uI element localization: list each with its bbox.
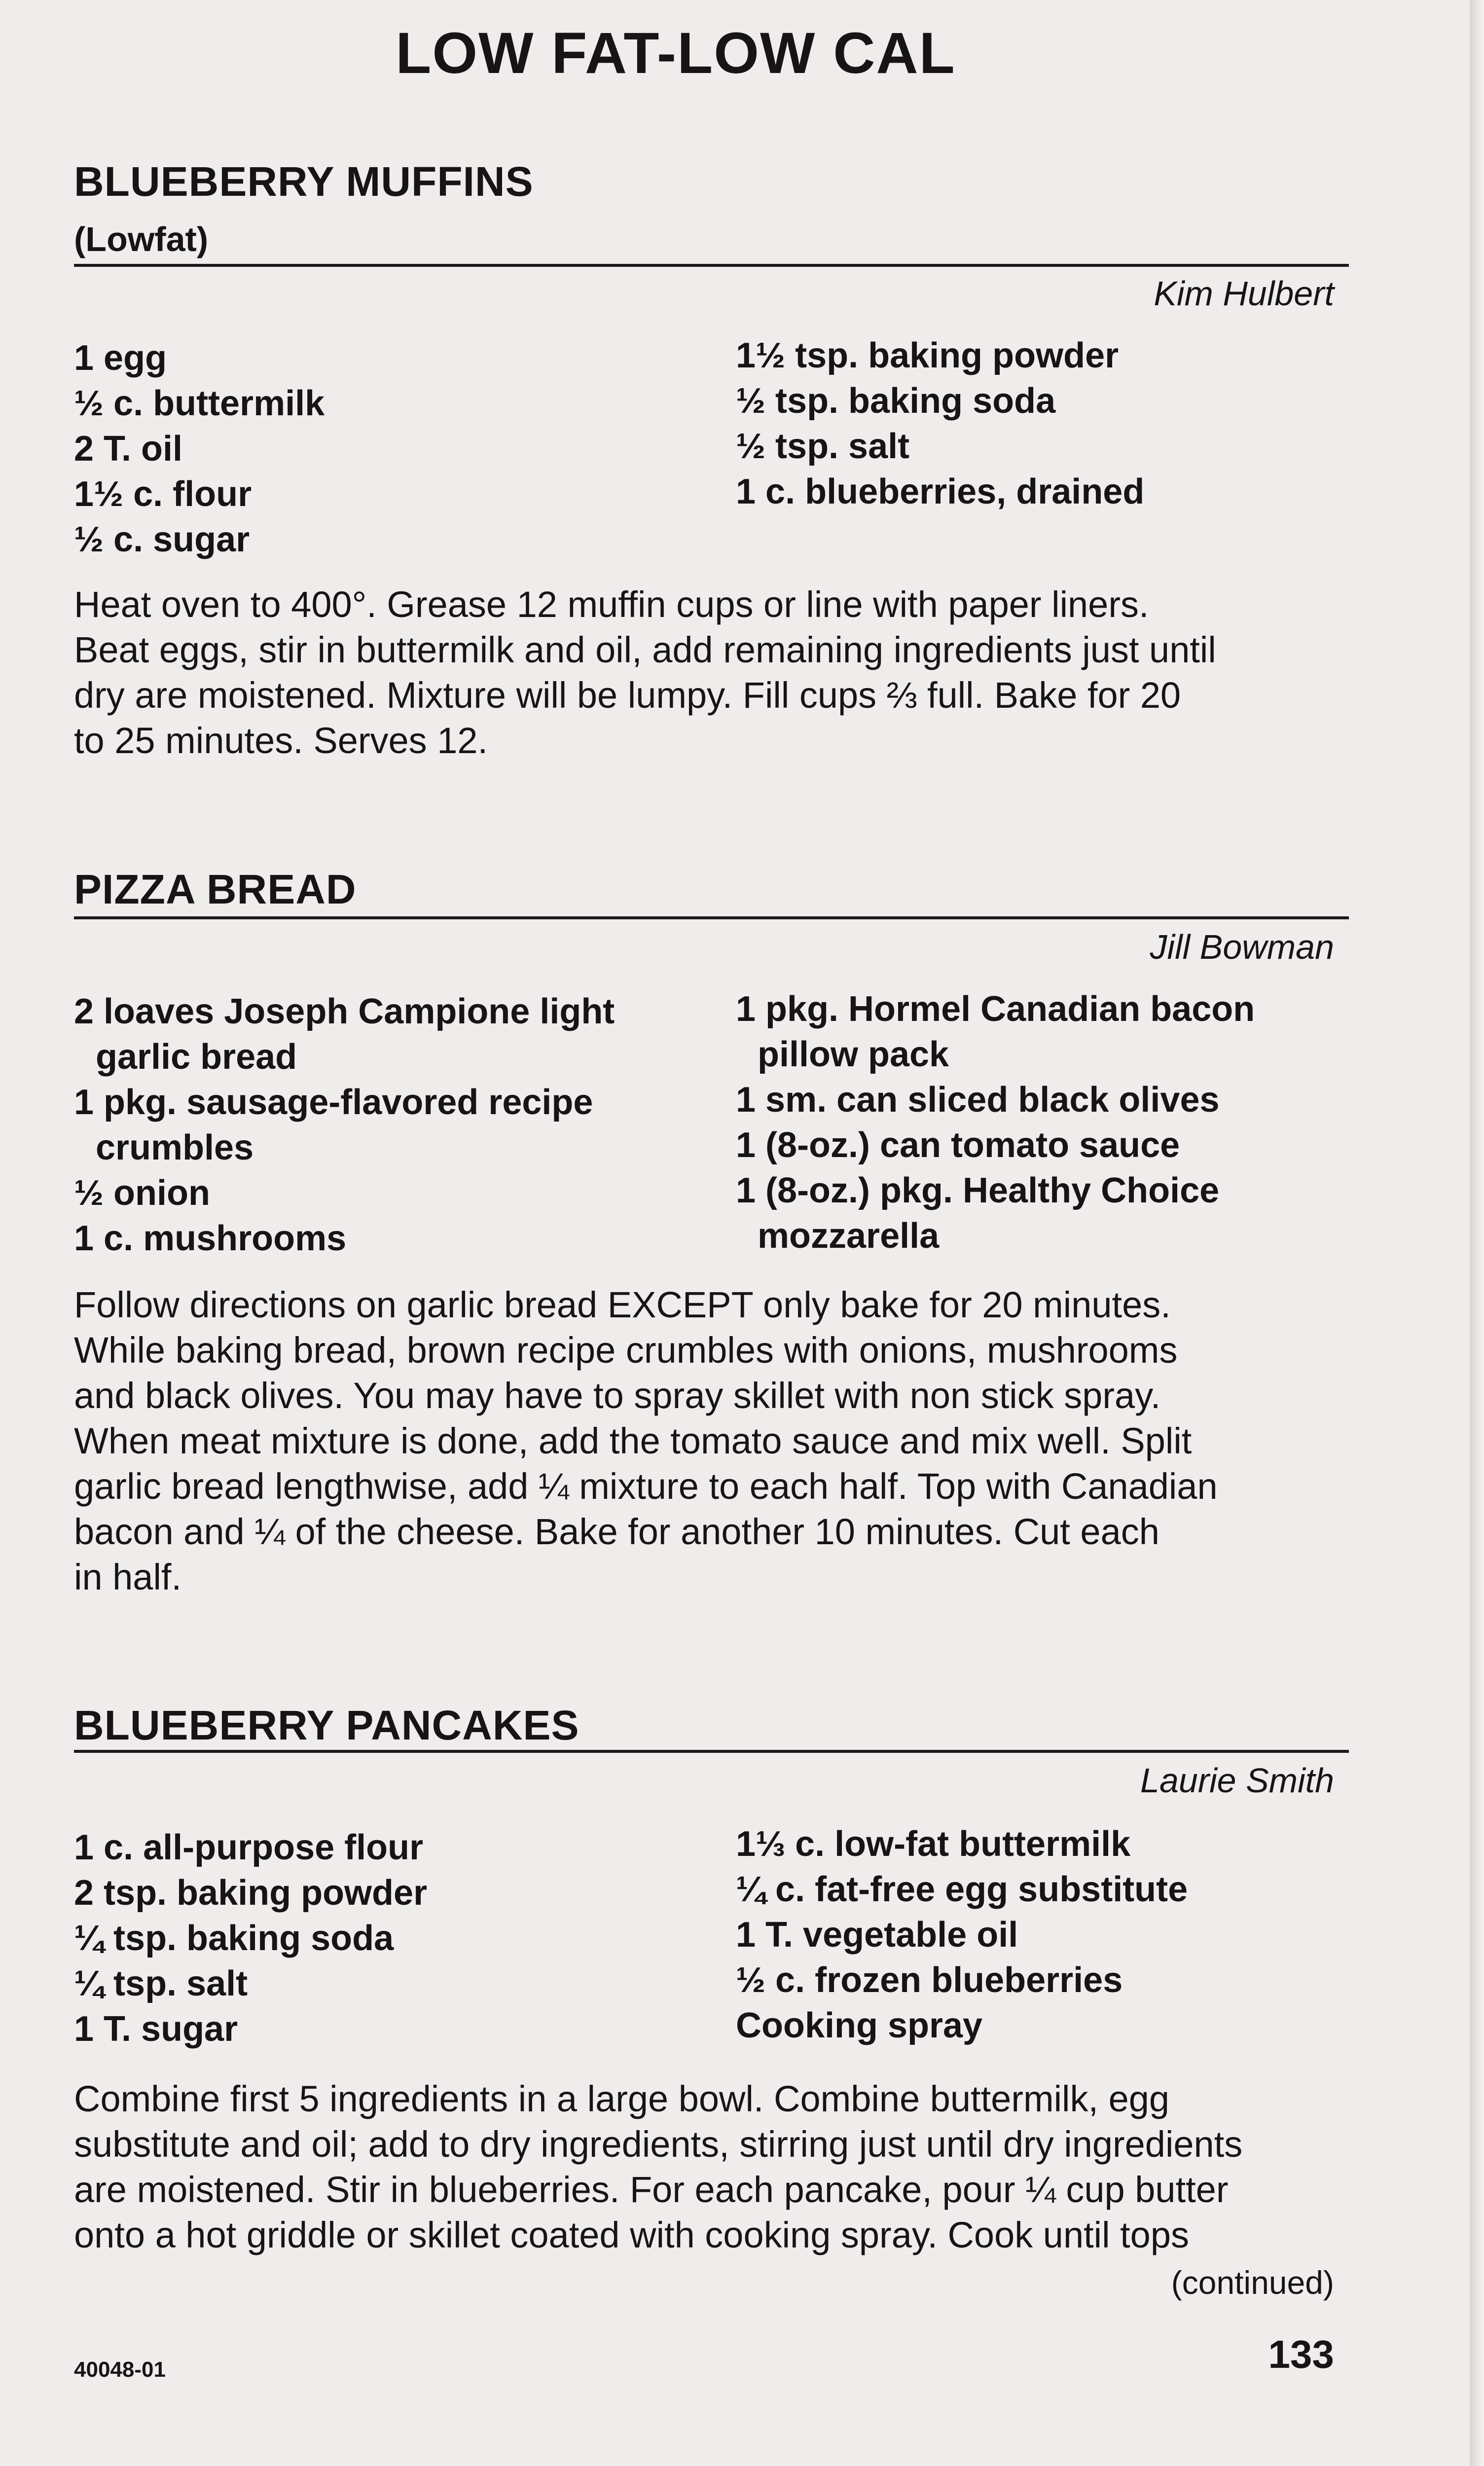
ingredients-left	[74, 1825, 427, 2052]
ingredient: ½ onion	[74, 1173, 210, 1213]
ingredient: 2 T. oil	[74, 429, 183, 469]
direction-line: are moistened. Stir in blueberries. For each pancake, pour ¼ cup butter	[74, 2169, 1229, 2210]
ingredient: ½ tsp. salt	[736, 427, 910, 466]
recipe-title-blueberry-pancakes: BLUEBERRY PANCAKES	[74, 1702, 579, 1748]
direction-line: When meat mixture is done, add the tomato sauce and mix well. Split	[74, 1420, 1192, 1461]
ingredients-right	[736, 1821, 1188, 2048]
ingredient: 1 T. sugar	[74, 2009, 238, 2049]
ingredient: 1 T. vegetable oil	[736, 1915, 1018, 1955]
ingredient: 1 (8-oz.) can tomato sauce	[736, 1125, 1180, 1165]
direction-line: and black olives. You may have to spray skillet with non stick spray.	[74, 1375, 1161, 1416]
ingredient: 1 pkg. sausage-flavored recipe	[74, 1083, 593, 1122]
recipe-author: Laurie Smith	[1140, 1761, 1334, 1800]
ingredient: 1⅓ c. low-fat buttermilk	[736, 1824, 1131, 1864]
ingredient: ½ c. frozen blueberries	[736, 1960, 1123, 2000]
ingredients-left	[74, 989, 615, 1261]
ingredient: 1 c. mushrooms	[74, 1219, 347, 1258]
recipe-directions	[74, 1282, 1349, 1600]
ingredient-continued: crumbles	[96, 1128, 254, 1167]
ingredient: 2 tsp. baking powder	[74, 1873, 428, 1913]
ingredient: 1 sm. can sliced black olives	[736, 1080, 1220, 1120]
ingredient: 2 loaves Joseph Campione light	[74, 992, 615, 1031]
direction-line: substitute and oil; add to dry ingredients, stirring just until dry ingredients	[74, 2124, 1243, 2165]
ingredients-right	[736, 986, 1255, 1259]
recipe-author: Kim Hulbert	[1154, 274, 1334, 313]
ingredient: Cooking spray	[736, 2006, 983, 2045]
ingredient-continued: garlic bread	[96, 1037, 297, 1077]
ingredient-continued: pillow pack	[758, 1035, 949, 1074]
ingredient: 1 c. blueberries, drained	[736, 472, 1145, 511]
ingredient: 1 c. all-purpose flour	[74, 1828, 424, 1867]
ingredient: ½ tsp. baking soda	[736, 381, 1056, 421]
ingredient: ¼ tsp. salt	[74, 1964, 248, 2003]
ingredient: 1 pkg. Hormel Canadian bacon	[736, 989, 1255, 1029]
ingredients-right	[736, 333, 1144, 514]
direction-line: bacon and ¼ of the cheese. Bake for another 10 minutes. Cut each	[74, 1511, 1159, 1552]
recipe-title-pizza-bread: PIZZA BREAD	[74, 866, 357, 912]
recipe-divider	[74, 264, 1349, 267]
direction-line: onto a hot griddle or skillet coated with cooking spray. Cook until tops	[74, 2214, 1189, 2255]
page-code: 40048-01	[74, 2357, 166, 2382]
direction-line: Combine first 5 ingredients in a large bowl. Combine buttermilk, egg	[74, 2078, 1170, 2119]
direction-line: While baking bread, brown recipe crumbles with onions, mushrooms	[74, 1330, 1178, 1371]
ingredient: 1½ tsp. baking powder	[736, 336, 1119, 375]
recipe-divider	[74, 1750, 1349, 1753]
ingredient: 1 egg	[74, 338, 167, 378]
ingredient-continued: mozzarella	[758, 1216, 940, 1256]
recipe-directions	[74, 2076, 1349, 2258]
continued-note: (continued)	[1171, 2264, 1334, 2301]
ingredient: ¼ tsp. baking soda	[74, 1919, 394, 1958]
direction-line: in half.	[74, 1557, 182, 1597]
direction-line: Heat oven to 400°. Grease 12 muffin cups or line with paper liners.	[74, 584, 1149, 625]
direction-line: garlic bread lengthwise, add ¼ mixture to each half. Top with Canadian	[74, 1466, 1218, 1507]
recipe-divider	[74, 916, 1349, 919]
ingredient: ¼ c. fat-free egg substitute	[736, 1870, 1188, 1909]
recipe-author: Jill Bowman	[1150, 928, 1334, 966]
page-edge	[1470, 0, 1484, 2466]
page-title: LOW FAT-LOW CAL	[396, 21, 956, 86]
recipe-directions	[74, 582, 1349, 763]
ingredient: ½ c. sugar	[74, 520, 250, 559]
ingredient: 1 (8-oz.) pkg. Healthy Choice	[736, 1171, 1220, 1210]
ingredients-left	[74, 335, 325, 562]
recipe-title-blueberry-muffins: BLUEBERRY MUFFINS	[74, 158, 534, 205]
ingredient: ½ c. buttermilk	[74, 384, 325, 423]
direction-line: Follow directions on garlic bread EXCEPT only bake for 20 minutes.	[74, 1284, 1171, 1325]
page-number: 133	[1268, 2332, 1334, 2376]
recipe-subtitle: (Lowfat)	[74, 220, 209, 258]
ingredient: 1½ c. flour	[74, 474, 252, 514]
direction-line: Beat eggs, stir in buttermilk and oil, add remaining ingredients just until	[74, 629, 1216, 670]
direction-line: to 25 minutes. Serves 12.	[74, 720, 488, 761]
direction-line: dry are moistened. Mixture will be lumpy. Fill cups ⅔ full. Bake for 20	[74, 675, 1181, 716]
